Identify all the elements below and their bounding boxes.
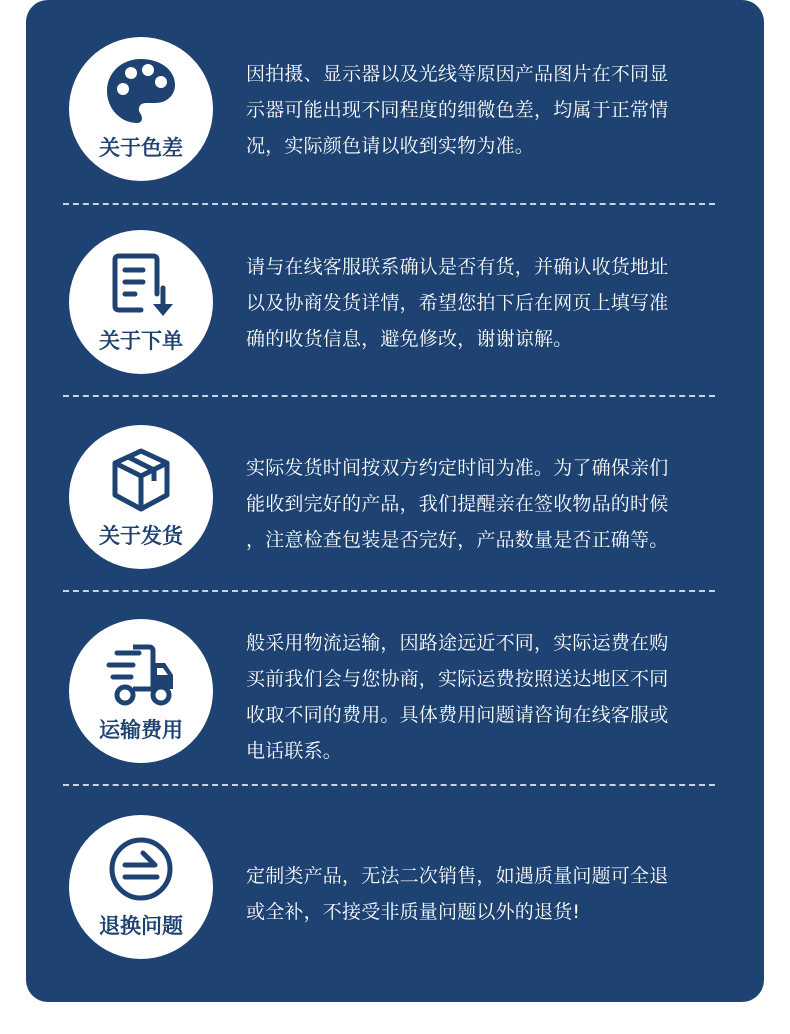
description-line: 实际发货时间按双方约定时间为准。为了确保亲们: [246, 457, 669, 479]
description-line: 以及协商发货详情，希望您拍下后在网页上填写准: [246, 292, 669, 314]
section-divider: [63, 784, 715, 786]
section-title: 关于下单: [99, 329, 183, 353]
description-line: 请与在线客服联系确认是否有货，并确认收货地址: [246, 256, 669, 278]
section-badge: [69, 619, 213, 763]
section-divider: [63, 590, 715, 592]
section-description: [246, 858, 716, 930]
section-badge: [69, 815, 213, 959]
description-line: 收取不同的费用。具体费用问题请咨询在线客服或: [246, 704, 669, 726]
description-line: 般采用物流运输，因路途远近不同，实际运费在购: [246, 632, 669, 654]
section-title: 关于发货: [99, 524, 183, 548]
section-title: 运输费用: [99, 718, 183, 742]
description-line: 定制类产品，无法二次销售，如遇质量问题可全退: [246, 865, 669, 887]
section-badge: [69, 230, 213, 374]
delivery-truck-icon: [103, 637, 179, 713]
section-title: 退换问题: [99, 914, 183, 938]
exchange-arrows-icon: [103, 833, 179, 909]
description-line: 确的收货信息，避免修改，谢谢谅解。: [246, 328, 573, 350]
info-panel: [26, 0, 764, 1002]
section-divider: [63, 395, 715, 397]
section-badge: [69, 37, 213, 181]
palette-icon: [103, 55, 179, 131]
section-description: [246, 625, 716, 769]
section-badge: [69, 425, 213, 569]
description-line: 买前我们会与您协商，实际运费按照送达地区不同: [246, 668, 669, 690]
section-title: 关于色差: [99, 136, 183, 160]
section-description: [246, 56, 716, 164]
description-line: 示器可能出现不同程度的细微色差，均属于正常情: [246, 99, 669, 121]
description-line: ，注意检查包装是否完好，产品数量是否正确等。: [246, 529, 669, 551]
section-description: [246, 450, 716, 558]
package-box-icon: [103, 443, 179, 519]
description-line: 况，实际颜色请以收到实物为准。: [246, 135, 535, 157]
description-line: 或全补，不接受非质量问题以外的退货!: [246, 901, 581, 923]
description-line: 电话联系。: [246, 740, 343, 762]
section-description: [246, 249, 716, 357]
section-divider: [63, 203, 715, 205]
description-line: 能收到完好的产品，我们提醒亲在签收物品的时候: [246, 493, 669, 515]
description-line: 因拍摄、显示器以及光线等原因产品图片在不同显: [246, 63, 669, 85]
order-document-icon: [103, 248, 179, 324]
